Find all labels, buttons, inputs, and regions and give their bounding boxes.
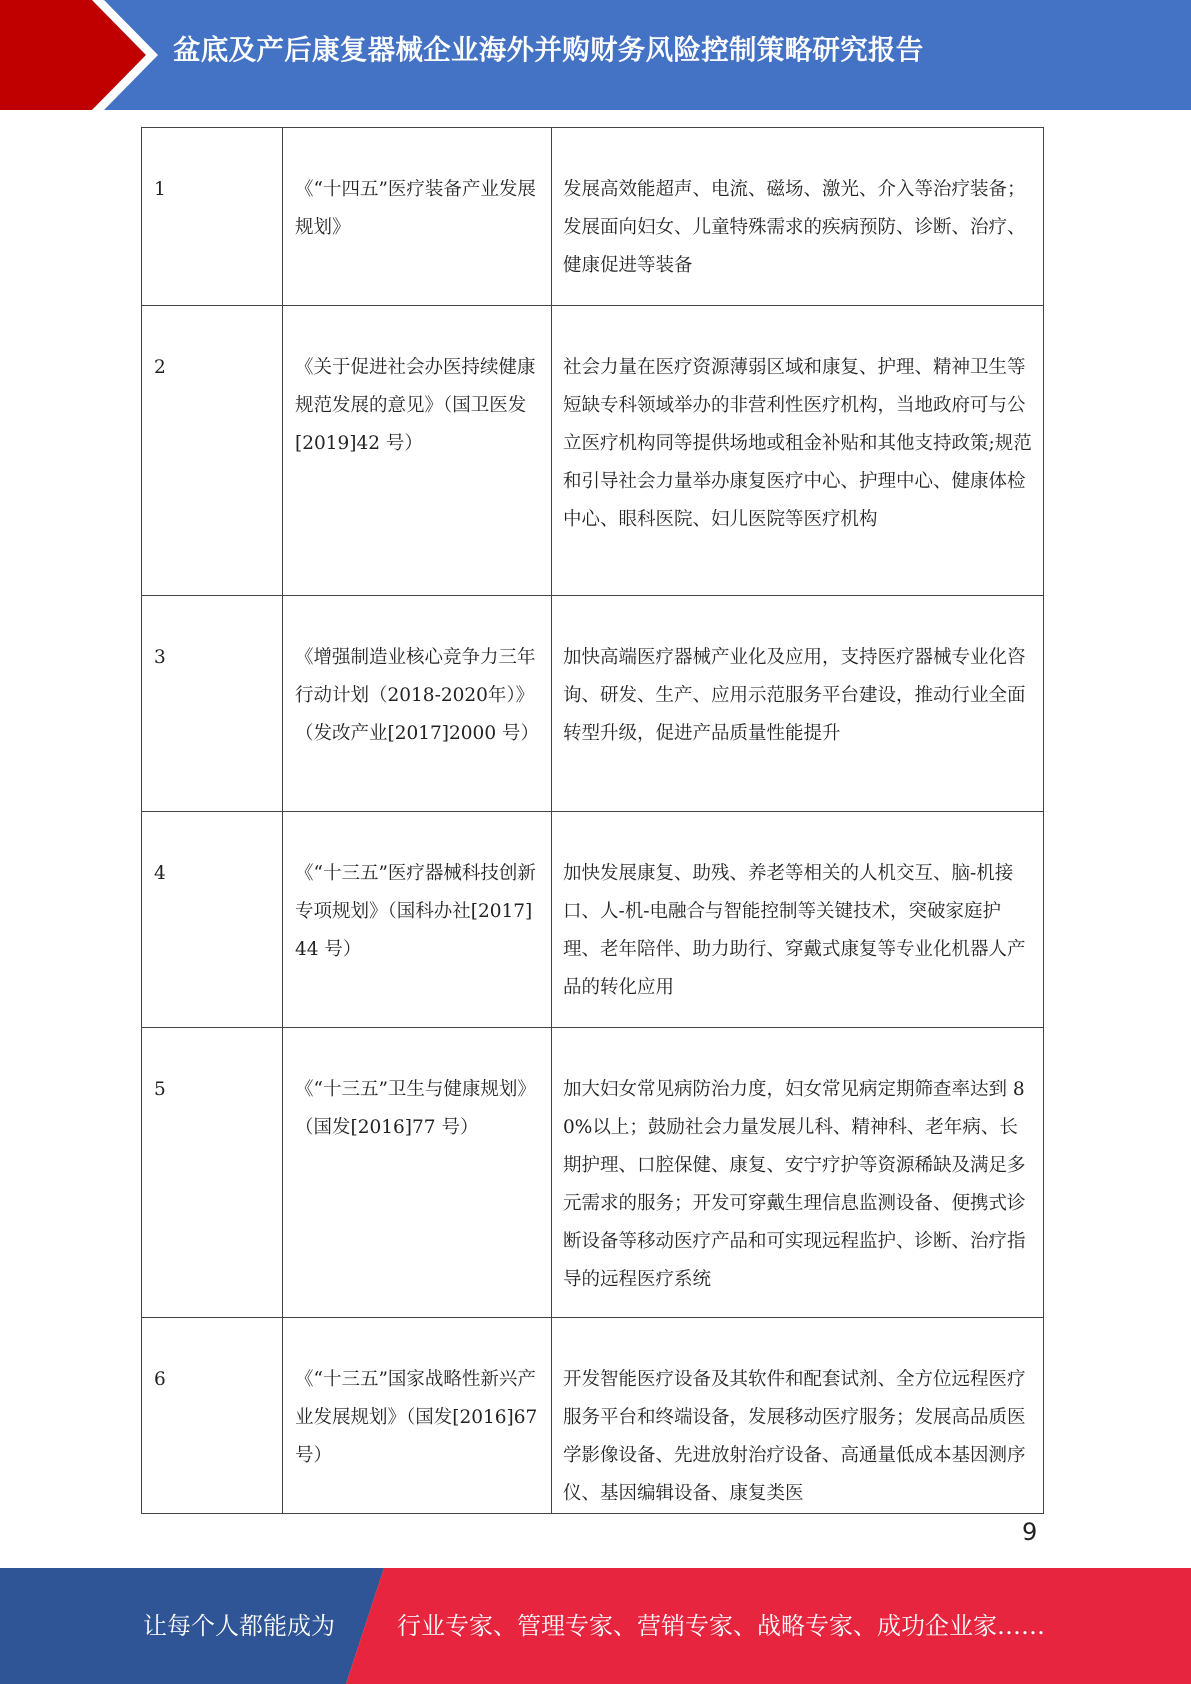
page-number: 9 <box>1022 1518 1038 1546</box>
policy-content: 加快高端医疗器械产业化及应用，支持医疗器械专业化咨询、研发、生产、应用示范服务平台建设，推动行业全面转型升级，促进产品质量性能提升 <box>552 596 1044 812</box>
page-header <box>0 0 1191 110</box>
table-row <box>142 128 1044 306</box>
policy-document: 《增强制造业核心竞争力三年行动计划（2018-2020年）》（发改产业[2017]2000 号） <box>283 596 552 812</box>
row-number: 6 <box>142 1318 283 1514</box>
table-row <box>142 306 1044 596</box>
policy-content: 加快发展康复、助残、养老等相关的人机交互、脑-机接口、人-机-电融合与智能控制等关键技术，突破家庭护理、老年陪伴、助力助行、穿戴式康复等专业化机器人产品的转化应用 <box>552 812 1044 1028</box>
policy-document: 《“十四五”医疗装备产业发展规划》 <box>283 128 552 306</box>
table-row <box>142 812 1044 1028</box>
policy-content: 发展高效能超声、电流、磁场、激光、介入等治疗装备；发展面向妇女、儿童特殊需求的疾病预防、诊断、治疗、健康促进等装备 <box>552 128 1044 306</box>
table-row <box>142 596 1044 812</box>
row-number: 4 <box>142 812 283 1028</box>
policy-content: 社会力量在医疗资源薄弱区域和康复、护理、精神卫生等短缺专科领域举办的非营利性医疗机构，当地政府可与公立医疗机构同等提供场地或租金补贴和其他支持政策;规范和引导社会力量举办康复医疗中心、护理中心、健康体检中心、眼科医院、妇儿医院等医疗机构 <box>552 306 1044 596</box>
header-chevron-decoration <box>0 0 160 110</box>
row-number: 5 <box>142 1028 283 1318</box>
policy-table <box>141 127 1044 1514</box>
policy-document: 《“十三五”卫生与健康规划》（国发[2016]77 号） <box>283 1028 552 1318</box>
policy-content: 开发智能医疗设备及其软件和配套试剂、全方位远程医疗服务平台和终端设备，发展移动医疗服务；发展高品质医学影像设备、先进放射治疗设备、高通量低成本基因测序仪、基因编辑设备、康复类医 <box>552 1318 1044 1514</box>
row-number: 3 <box>142 596 283 812</box>
policy-document: 《“十三五”国家战略性新兴产业发展规划》（国发[2016]67 号） <box>283 1318 552 1514</box>
report-title: 盆底及产后康复器械企业海外并购财务风险控制策略研究报告 <box>173 34 924 66</box>
header-red-arrow <box>0 0 146 110</box>
table-row <box>142 1318 1044 1514</box>
footer-slogan-left: 让每个人都能成为 <box>143 1612 335 1640</box>
row-number: 1 <box>142 128 283 306</box>
policy-content: 加大妇女常见病防治力度，妇女常见病定期筛查率达到 80%以上；鼓励社会力量发展儿科、精神科、老年病、长期护理、口腔保健、康复、安宁疗护等资源稀缺及满足多元需求的服务；开发可穿戴生理信息监测设备、便携式诊断设备等移动医疗产品和可实现远程监护、诊断、治疗指导的远程医疗系统 <box>552 1028 1044 1318</box>
row-number: 2 <box>142 306 283 596</box>
policy-document: 《关于促进社会办医持续健康规范发展的意见》（国卫医发[2019]42 号） <box>283 306 552 596</box>
footer-slogan-right: 行业专家、管理专家、营销专家、战略专家、成功企业家…… <box>397 1612 1045 1640</box>
page-footer <box>0 1568 1191 1684</box>
table-row <box>142 1028 1044 1318</box>
policy-document: 《“十三五”医疗器械科技创新专项规划》（国科办社[2017]44 号） <box>283 812 552 1028</box>
